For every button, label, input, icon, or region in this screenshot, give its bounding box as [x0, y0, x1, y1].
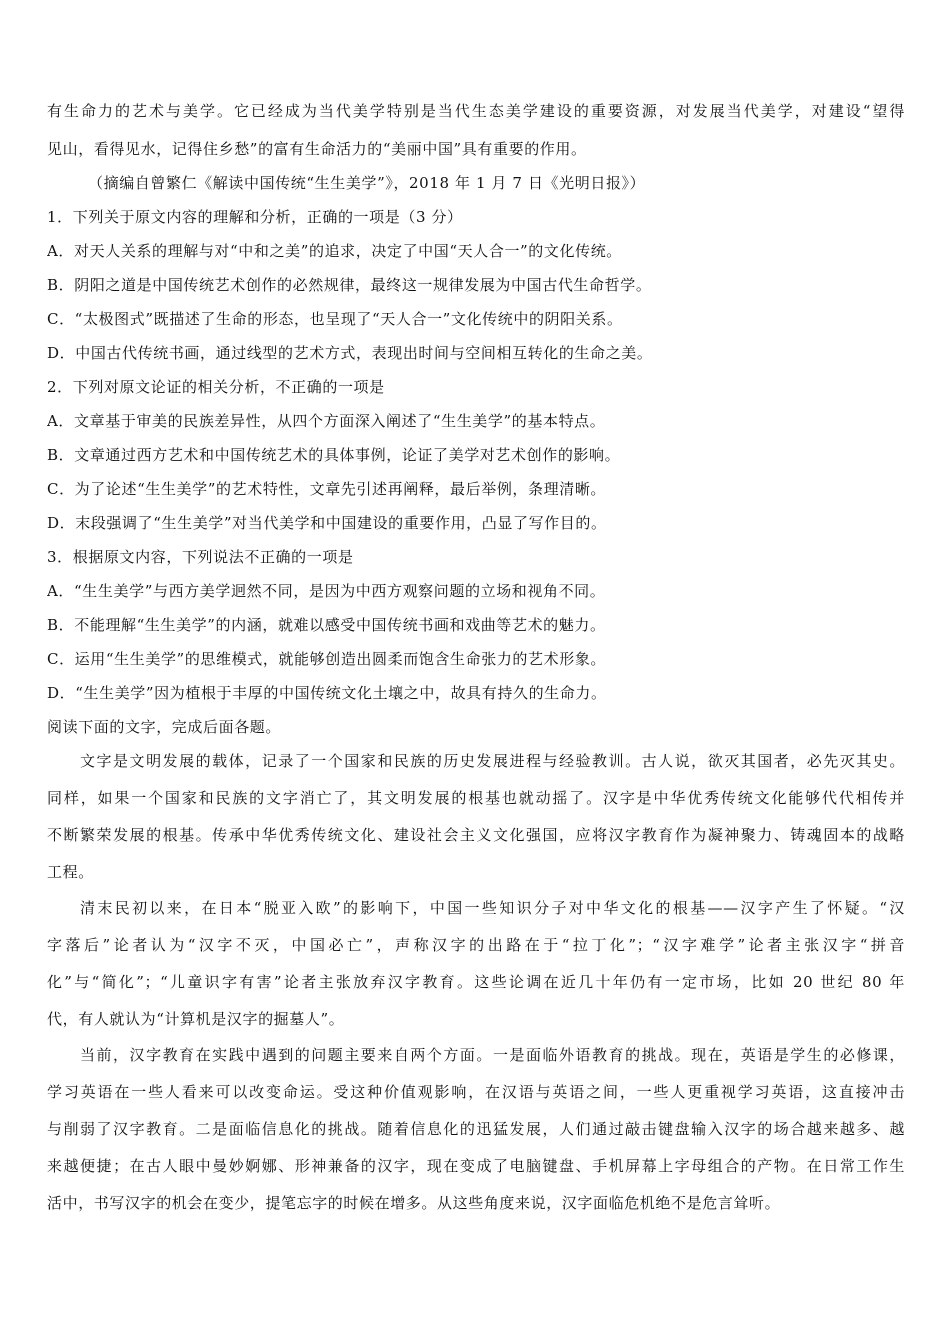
passage2-line: 与削弱了汉字教育。二是面临信息化的挑战。随着信息化的迅猛发展，人们通过敲击键盘输入汉字的场合越来越多、越	[47, 1120, 905, 1138]
passage2-line: 同样，如果一个国家和民族的文字消亡了，其文明发展的根基也就动摇了。汉字是中华优秀传统文化能够代代相传并	[47, 789, 905, 807]
passage1-line: 见山，看得见水，记得住乡愁”的富有生命活力的“美丽中国”具有重要的作用。	[47, 140, 587, 158]
question-2-option-c: C．为了论述“生生美学”的艺术特性，文章先引述再阐释，最后举例，条理清晰。	[47, 480, 607, 498]
passage2-line: 不断繁荣发展的根基。传承中华优秀传统文化、建设社会主义文化强国，应将汉字教育作为凝神聚力、铸魂固本的战略	[47, 826, 905, 844]
question-1-option-d: D．中国古代传统书画，通过线型的艺术方式，表现出时间与空间相互转化的生命之美。	[47, 344, 653, 362]
passage2-line: 工程。	[47, 863, 94, 881]
question-2-option-d: D．末段强调了“生生美学”对当代美学和中国建设的重要作用，凸显了写作目的。	[47, 514, 607, 532]
passage2-line: 化”与“简化”；“儿童识字有害”论者主张放弃汉字教育。这些论调在近几十年仍有一定市场，比如 20 世纪 80 年	[47, 973, 905, 991]
question-3-option-a: A．“生生美学”与西方美学迥然不同，是因为中西方观察问题的立场和视角不同。	[47, 582, 606, 600]
question-1-option-a: A．对天人关系的理解与对“中和之美”的追求，决定了中国“天人合一”的文化传统。	[47, 242, 622, 260]
passage2-line: 文字是文明发展的载体，记录了一个国家和民族的历史发展进程与经验教训。古人说，欲灭其国者，必先灭其史。	[80, 752, 905, 770]
citation: （摘编自曾繁仁《解读中国传统“生生美学”》，2018 年 1 月 7 日《光明日报》）	[88, 174, 646, 192]
passage2-line: 当前，汉字教育在实践中遇到的问题主要来自两个方面。一是面临外语教育的挑战。现在，英语是学生的必修课，	[80, 1046, 905, 1064]
question-1-option-b: B．阴阳之道是中国传统艺术创作的必然规律，最终这一规律发展为中国古代生命哲学。	[47, 276, 652, 294]
passage2-line: 学习英语在一些人看来可以改变命运。受这种价值观影响，在汉语与英语之间，一些人更重视学习英语，这直接冲击	[47, 1083, 905, 1101]
passage2-line: 清末民初以来，在日本“脱亚入欧”的影响下，中国一些知识分子对中华文化的根基——汉字产生了怀疑。“汉	[80, 899, 905, 917]
passage2-line: 字落后”论者认为“汉字不灭，中国必亡”，声称汉字的出路在于“拉丁化”；“汉字难学”论者主张汉字“拼音	[47, 936, 905, 954]
reading-instructions: 阅读下面的文字，完成后面各题。	[47, 718, 282, 736]
passage1-line: 有生命力的艺术与美学。它已经成为当代美学特别是当代生态美学建设的重要资源，对发展当代美学，对建设“望得	[47, 102, 905, 120]
question-1-stem: 1．下列关于原文内容的理解和分析，正确的一项是（3 分）	[47, 208, 463, 226]
passage2-line: 活中，书写汉字的机会在变少，提笔忘字的时候在增多。从这些角度来说，汉字面临危机绝不是危言耸听。	[47, 1194, 781, 1212]
question-2-stem: 2．下列对原文论证的相关分析，不正确的一项是	[47, 378, 385, 396]
question-1-option-c: C．“太极图式”既描述了生命的形态，也呈现了“天人合一”文化传统中的阴阳关系。	[47, 310, 623, 328]
question-2-option-a: A．文章基于审美的民族差异性，从四个方面深入阐述了“生生美学”的基本特点。	[47, 412, 606, 430]
passage2-line: 代，有人就认为“计算机是汉字的掘墓人”。	[47, 1010, 345, 1028]
question-3-stem: 3．根据原文内容，下列说法不正确的一项是	[47, 548, 354, 566]
question-3-option-b: B．不能理解“生生美学”的内涵，就难以感受中国传统书画和戏曲等艺术的魅力。	[47, 616, 606, 634]
question-2-option-b: B．文章通过西方艺术和中国传统艺术的具体事例，论证了美学对艺术创作的影响。	[47, 446, 621, 464]
question-3-option-c: C．运用“生生美学”的思维模式，就能够创造出圆柔而饱含生命张力的艺术形象。	[47, 650, 607, 668]
passage2-line: 来越便捷；在古人眼中曼妙婀娜、形神兼备的汉字，现在变成了电脑键盘、手机屏幕上字母组合的产物。在日常工作生	[47, 1157, 905, 1175]
question-3-option-d: D．“生生美学”因为植根于丰厚的中国传统文化土壤之中，故具有持久的生命力。	[47, 684, 607, 702]
